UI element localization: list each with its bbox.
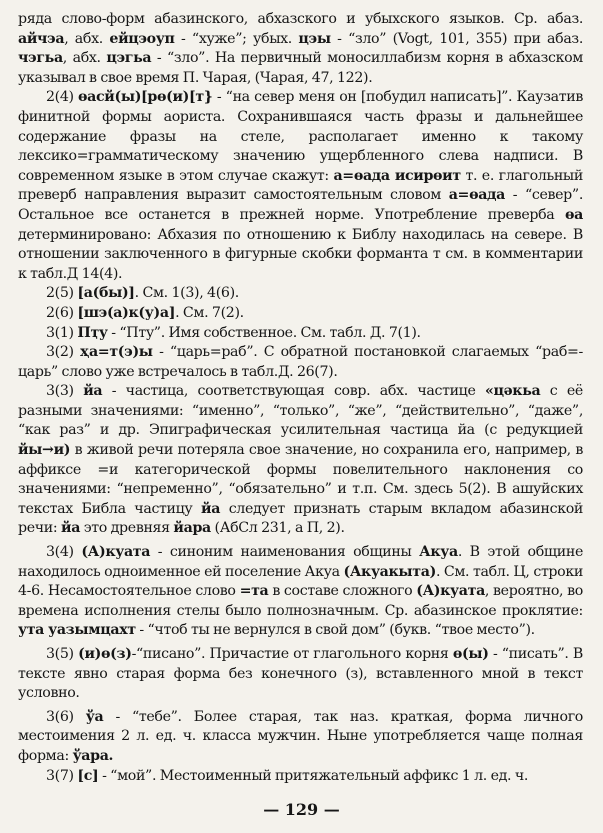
bold-term: айчэа	[18, 30, 65, 47]
bold-term: цэы	[298, 30, 331, 47]
paragraph	[18, 382, 583, 539]
paragraph	[18, 767, 583, 787]
bold-term: йа	[61, 520, 81, 537]
text-run: ряда слово-форм абазинского, абхазского и убыхского языков. Ср. абаз.	[18, 11, 583, 27]
paragraph	[18, 543, 583, 641]
bold-term: (Акуакыта)	[343, 563, 436, 580]
text-run: , абх.	[64, 30, 110, 47]
paragraph	[18, 88, 583, 284]
bold-term: чэгьа	[18, 50, 63, 67]
bold-term: цэгьа	[106, 50, 152, 67]
bold-term: ҳа=т(э)ы	[80, 344, 153, 361]
page-number: — 129 —	[263, 800, 340, 819]
text-run: - “тебе”. Более старая, так наз. краткая, форма личного местоимения 2 л. ед. ч. класса мужчин. Ныне употребляется чаще полная форма:	[18, 708, 583, 764]
bold-term: «цәкьа	[484, 383, 541, 400]
text-run: - частица, соответствующая совр. абх. частице	[102, 383, 485, 400]
text-run: . См. 7(2).	[175, 304, 244, 321]
bold-term: йы→и)	[18, 442, 71, 459]
bold-term: йа	[201, 500, 221, 517]
paragraph	[18, 708, 583, 767]
text-run: . См. табл. Ц, строки 4-6. Несамостоятельное слово	[18, 563, 583, 600]
text-run: 3(2)	[46, 344, 81, 361]
text-run: 2(6)	[46, 304, 78, 321]
text-run: 2(4)	[46, 89, 79, 106]
text-run: - “хуже”; убых.	[174, 30, 299, 47]
text-run: - “на север меня он [побудил написать]”. Каузатив финитной формы аориста. Сохранившаяся часть фразы и дальнейшее содержание фразы на стеле, располагает именно к такому лексико=грамматическому значению ущербленного слева надписи. В современном языке в этом случае скажут:	[18, 89, 584, 184]
text-run: , абх.	[62, 50, 107, 67]
text-run: в живой речи потеряла свое значение, но сохранила его, например, в аффиксе =и категорической формы повелительного наклонения со значениями: “непременно”, “обязательно” и т.п. См. здесь 5(2). В ашуйских текстах Библа частицу	[18, 442, 583, 517]
bold-term: =та	[239, 583, 269, 600]
text-run: - “мой”. Местоименный притяжательный аффикс 1 л. ед. ч.	[98, 767, 529, 784]
bold-term: ута уазымцахт	[18, 622, 136, 639]
text-run: - “чтоб ты не вернулся в свой дом” (букв. “твое место”).	[135, 622, 535, 639]
bold-term: (А)куата	[81, 544, 151, 561]
text-run: -“писано”. Причастие от глагольного корня	[131, 646, 453, 662]
bold-term: [шэ(а)к(у)а]	[77, 304, 176, 321]
bold-term: ɵасй(ы)[рɵ(и)[т}	[78, 89, 213, 106]
bold-term: а=ɵада исирɵит	[333, 167, 461, 184]
text-run: - “зло”. На первичный моносиллабизм корня в абхазском указывал в свое время П. Чарая, (Чарая, 47, 122).	[18, 50, 583, 86]
text-run: - “писать”. В тексте явно старая форма без конечного (з), вставленного мной в текст условно.	[18, 646, 583, 702]
paragraph	[18, 10, 583, 88]
body-text	[18, 10, 583, 786]
bold-term: (и)ɵ(з)	[78, 646, 132, 662]
bold-term: [с]	[77, 767, 99, 784]
text-run: , вероятно, во времена исполнения стелы было полнозначным. Ср. абазинское проклятие:	[18, 583, 583, 619]
paragraph	[18, 343, 583, 382]
text-run: детерминировано: Абхазия по отношению к Библу находилась на севере. В отношении заключенного в фигурные скобки форманта т см. в комментарии к табл.Д 14(4).	[18, 226, 583, 282]
text-run: 3(4)	[46, 544, 82, 561]
paragraph	[18, 324, 583, 344]
text-run: т. е. глагольный преверб направления выразит самостоятельным словом	[18, 167, 583, 204]
paragraph	[18, 645, 583, 704]
text-run: . См. 1(3), 4(6).	[134, 285, 239, 302]
bold-term: ўара.	[72, 747, 114, 764]
text-run: с её разными значениями: “именно”, “только”, “же”, “действительно”, “даже”, “как раз” и др. Эпиграфическая усилительная частица йа (с редукцией	[18, 383, 583, 439]
text-run: - синоним наименования общины	[150, 544, 420, 561]
text-run: - “царь=раб”. С обратной постановкой слагаемых “раб=-царь” слово уже встречалось в табл.Д. 26(7).	[18, 344, 583, 380]
bold-term: йа	[83, 383, 103, 400]
text-run: 3(3)	[46, 383, 84, 400]
text-run: 3(5)	[46, 646, 79, 662]
bold-term: (А)куата	[416, 583, 485, 600]
paragraph	[18, 284, 583, 304]
text-run: это древняя	[80, 520, 174, 537]
bold-term: [а(бы)]	[77, 285, 135, 302]
text-run: 3(1)	[46, 324, 78, 341]
bold-term: ɵа	[565, 206, 583, 223]
text-run: . В этой общине находилось одноименное ей поселение Акуа	[18, 544, 583, 580]
bold-term: Акуа	[419, 544, 458, 561]
bold-term: ɵ(ы)	[452, 646, 489, 662]
text-run: 2(5)	[46, 285, 78, 302]
text-run: - “зло” (Vogt, 101, 355) при абаз.	[330, 30, 583, 47]
bold-term: Пҭу	[77, 324, 108, 341]
bold-term: йара	[173, 520, 211, 537]
bold-term: ейцэоуп	[109, 30, 175, 47]
bold-term: ўа	[85, 708, 104, 725]
text-run: - “Пту”. Имя собственное. См. табл. Д. 7(1).	[107, 324, 421, 341]
bold-term: а=ɵада	[448, 187, 506, 204]
paragraph	[18, 304, 583, 324]
text-run: (АбСл 231, а П, 2).	[210, 520, 345, 537]
text-run: 3(6)	[46, 708, 86, 725]
text-run: следует признать старым вкладом абазинской речи:	[18, 500, 584, 537]
text-run: в составе сложного	[268, 583, 417, 600]
text-run: - “север”. Остальное все останется в прежней норме. Употребление преверба	[18, 187, 583, 223]
text-run: 3(7)	[46, 767, 78, 784]
